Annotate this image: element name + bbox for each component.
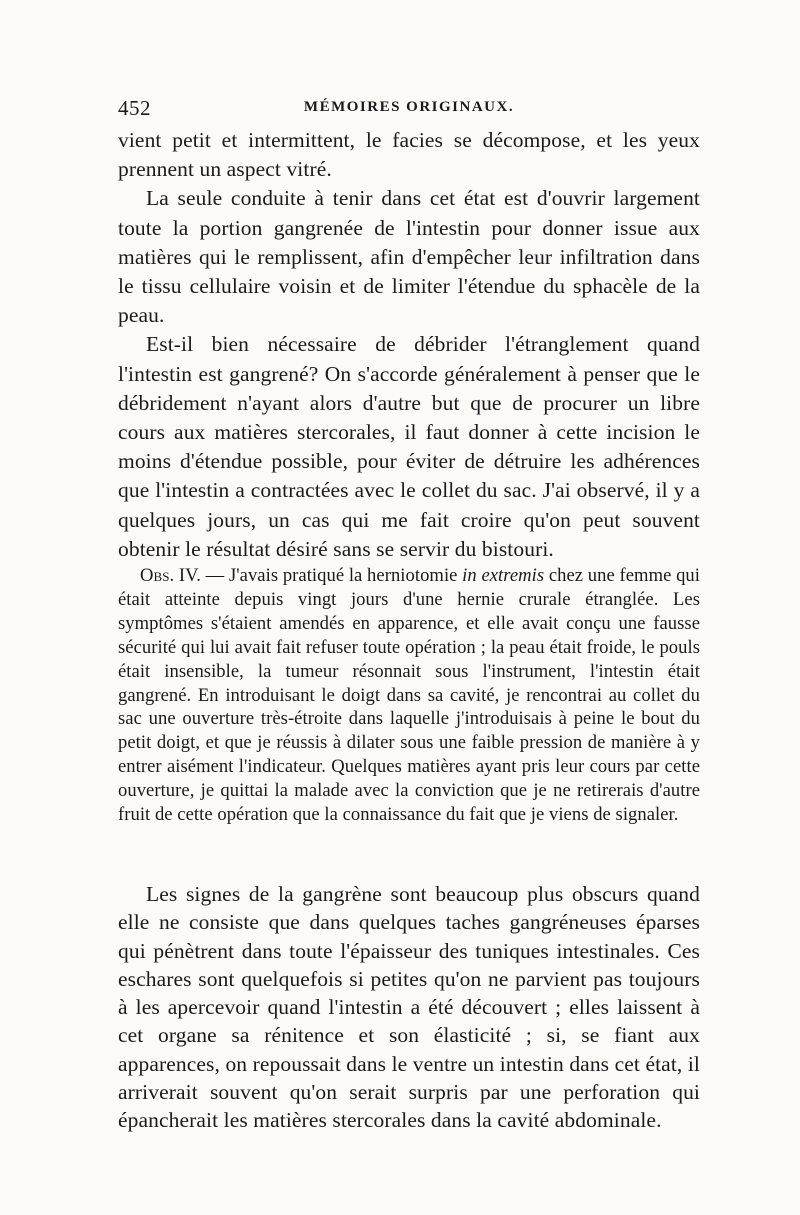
- main-text: [118, 126, 700, 564]
- observation-text: chez une femme qui était atteinte depuis vingt jours d'une hernie crurale étranglée. Les symptômes s'étaient amendés en apparence, et elle avait conçu une fausse sécurité qui lui avait fait refuser toute opération ; la peau était froide, le pouls était insensible, la tumeur résonnait sous l'instrument, l'intestin était gangrené. En introduisant le doigt dans sa cavité, je rencontrai au collet du sac une ouverture très-étroite dans laquelle j'introduisais à peine le bout du petit doigt, et que je réussis à dilater sous une faible pression de manière à y entrer aisément l'indicateur. Quelques matières ayant pris leur cours par cette ouverture, je quittai la malade avec la conviction que je ne retirerais d'autre fruit de cette opération que la connaissance du fait que je viens de signaler.: [118, 565, 700, 826]
- observation-paragraph: [118, 564, 700, 827]
- paragraph: La seule conduite à tenir dans cet état est d'ouvrir largement toute la portion gangrenée de l'intestin pour donner issue aux matières qui le remplissent, afin d'empêcher leur infiltration dans le tissu cellulaire voisin et de limiter l'étendue du sphacèle de la peau.: [118, 186, 700, 328]
- observation-italic: in extremis: [462, 565, 545, 586]
- page-header: [118, 96, 700, 126]
- paragraph: Est-il bien nécessaire de débrider l'étranglement quand l'intestin est gangrené? On s'accorde généralement à penser que le débridement n'ayant alors d'autre but que de procurer un libre cours aux matières stercorales, il faut donner à cette incision le moins d'étendue possible, pour éviter de détruire les adhérences que l'intestin a contractées avec le collet du sac. J'ai observé, il y a quelques jours, un cas qui me fait croire qu'on peut souvent obtenir le résultat désiré sans se servir du bistouri.: [118, 332, 700, 561]
- observation-label: Obs. IV.: [140, 565, 201, 586]
- running-title: MÉMOIRES ORIGINAUX.: [303, 99, 515, 115]
- page-number: 452: [118, 96, 151, 120]
- observation-dash: —: [200, 565, 229, 586]
- closing-text: [118, 880, 700, 1135]
- observation-text: J'avais pratiqué la herniotomie: [228, 565, 463, 586]
- observation-block: [118, 564, 700, 827]
- paragraph: Les signes de la gangrène sont beaucoup plus obscurs quand elle ne consiste que dans quelques taches gangréneuses éparses qui pénètrent dans toute l'épaisseur des tuniques intestinales. Ces eschares sont quelquefois si petites qu'on ne parvient pas toujours à les apercevoir quand l'intestin a été découvert ; elles laissent à cet organe sa rénitence et son élasticité ; si, se fiant aux apparences, on repoussait dans le ventre un intestin dans cet état, il arriverait souvent qu'on serait surpris par une perforation qui épancherait les matières stercorales dans la cavité abdominale.: [118, 882, 700, 1133]
- paragraph-continuation: vient petit et intermittent, le facies se décompose, et les yeux prennent un aspect vitré.: [118, 128, 700, 182]
